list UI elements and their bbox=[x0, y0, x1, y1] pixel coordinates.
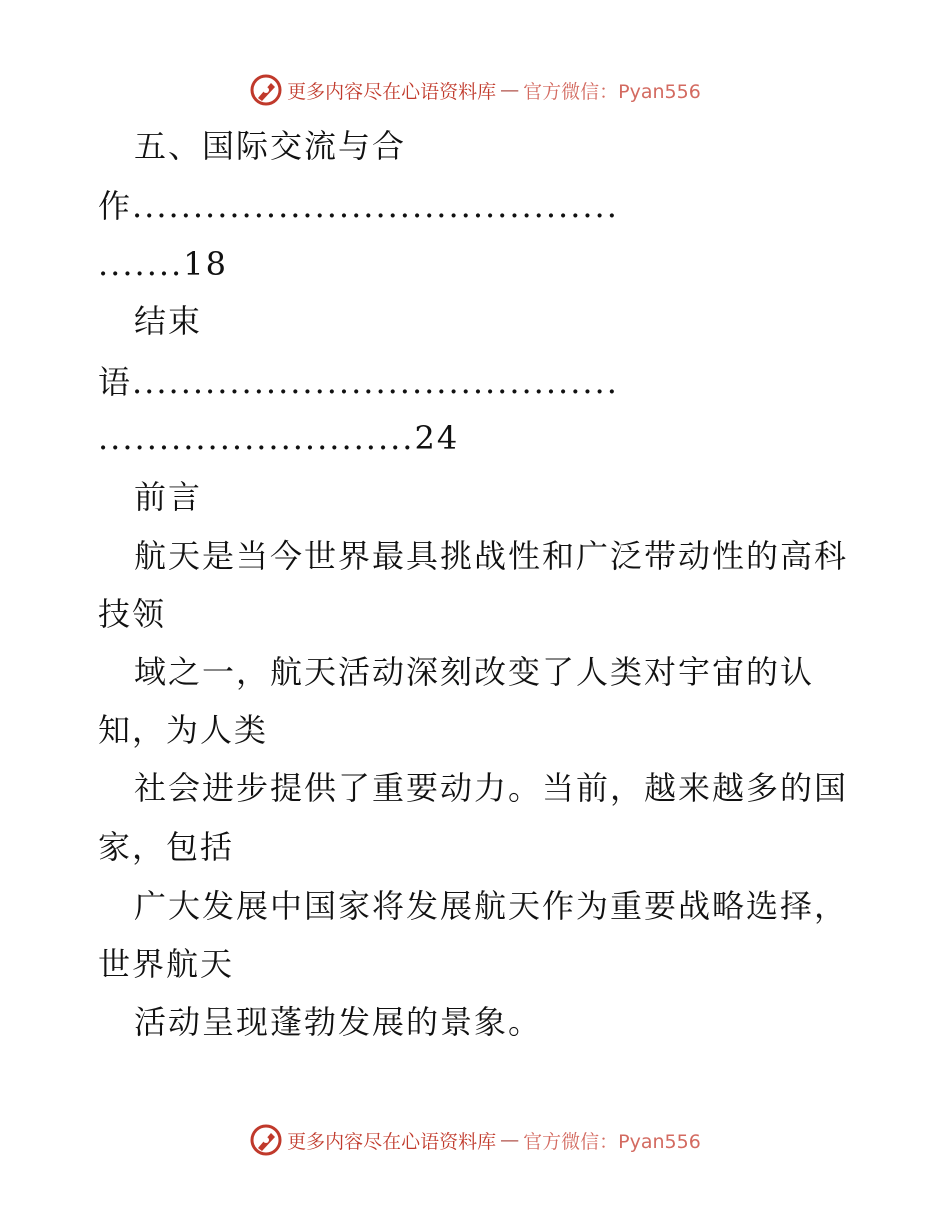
banner-separator: — bbox=[500, 79, 520, 101]
paragraph-line: 广大发展中国家将发展航天作为重要战略选择， bbox=[134, 887, 849, 925]
toc-line: 五、国际交流与合 bbox=[134, 127, 407, 165]
banner-title: 更多内容尽在心语资料库 bbox=[287, 1130, 497, 1153]
banner-wechat: 官方微信：Pyan556 bbox=[523, 80, 701, 103]
toc-line: 结束 bbox=[134, 302, 203, 340]
paragraph-line: 活动呈现蓬勃发展的景象。 bbox=[134, 1003, 543, 1041]
paragraph-line: 航天是当今世界最具挑战性和广泛带动性的高科 bbox=[134, 537, 849, 575]
paragraph-line: 世界航天 bbox=[98, 945, 235, 983]
pen-logo-icon bbox=[249, 1123, 283, 1157]
paragraph-line: 技领 bbox=[98, 595, 167, 633]
banner-title: 更多内容尽在心语资料库 bbox=[287, 80, 497, 103]
footer-banner bbox=[0, 1120, 950, 1160]
paragraph-line: 知，为人类 bbox=[98, 711, 269, 749]
banner-wechat: 官方微信：Pyan556 bbox=[523, 1130, 701, 1153]
paragraph-line: 域之一，航天活动深刻改变了人类对宇宙的认 bbox=[134, 653, 815, 691]
banner-separator: — bbox=[500, 1129, 520, 1151]
toc-line: .......18 bbox=[98, 245, 228, 283]
pen-logo-icon bbox=[249, 73, 283, 107]
toc-line: 作........................................ bbox=[98, 187, 619, 225]
paragraph-line: 社会进步提供了重要动力。当前，越来越多的国 bbox=[134, 769, 849, 807]
header-banner bbox=[0, 70, 950, 110]
paragraph-line: 家，包括 bbox=[98, 828, 235, 866]
toc-line: 语........................................ bbox=[98, 363, 619, 401]
toc-line: ..........................24 bbox=[98, 419, 460, 457]
section-heading: 前言 bbox=[134, 478, 203, 516]
